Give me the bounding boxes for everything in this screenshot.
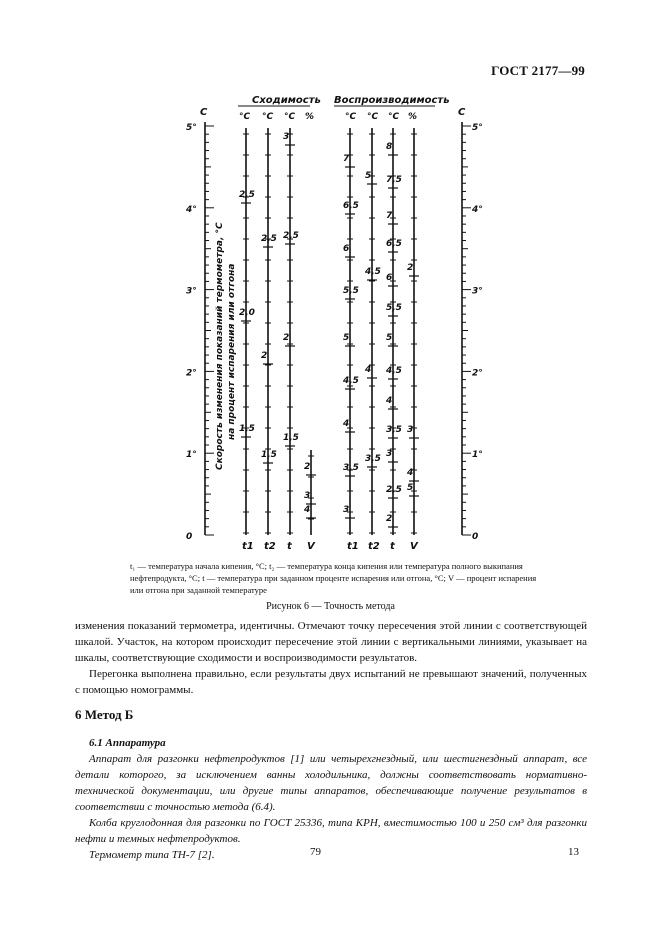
column-tick-label: 7 xyxy=(343,154,350,164)
section-body xyxy=(75,735,587,863)
column-tick-label: 3 xyxy=(304,491,311,501)
bottom-label: t2 xyxy=(368,541,380,552)
scale-tick-label: 1° xyxy=(472,450,483,461)
unit-label: °С xyxy=(284,112,296,122)
scale-tick-label: 0 xyxy=(186,532,193,542)
column-tick-label: 3 xyxy=(283,132,290,142)
left-axis-title-line2: на процент испарения или отгона xyxy=(227,263,237,440)
page-number-right: 13 xyxy=(568,846,579,858)
paragraph-text: Перегонка выполнена правильно, если результаты двух испытаний не превышают значений, полученных с помощью номограммы. xyxy=(75,668,587,696)
unit-label: % xyxy=(408,112,418,122)
column-tick-label: 4 xyxy=(407,468,414,478)
bottom-label: t1 xyxy=(242,541,254,552)
column-tick-label: 2,5 xyxy=(261,234,277,244)
column-tick-label: 5 xyxy=(365,171,372,181)
column-tick-label: 4 xyxy=(386,396,393,406)
column-tick-label: 5 xyxy=(407,483,414,493)
scale-tick-label: 2° xyxy=(186,368,197,379)
column-tick-label: 5 xyxy=(343,333,350,343)
scale-tick-label: 4° xyxy=(472,204,483,215)
standard-header: ГОСТ 2177—99 xyxy=(491,63,585,78)
bottom-label: V xyxy=(307,541,315,552)
section-heading: 6 Метод Б xyxy=(75,707,134,722)
column-tick-label: 2 xyxy=(283,333,290,343)
unit-label: °С xyxy=(367,112,379,122)
column-tick-label: 2,5 xyxy=(386,485,402,495)
unit-label: °С xyxy=(388,112,400,122)
unit-label: % xyxy=(305,112,315,122)
column-tick-label: 5,5 xyxy=(343,286,359,296)
column-tick-label: 1,5 xyxy=(283,433,299,443)
column-tick-label: 2 xyxy=(261,351,268,361)
scale-tick-label: 4° xyxy=(186,204,197,215)
scale-tick-label: 3° xyxy=(186,286,197,297)
column-tick-label: 2 xyxy=(304,462,311,472)
column-tick-label: 6,5 xyxy=(343,201,359,211)
column-tick-label: 6,5 xyxy=(386,239,402,249)
figure-caption: Рисунок 6 — Точность метода xyxy=(266,601,395,612)
column-tick-label: 5 xyxy=(386,333,393,343)
unit-label: °С xyxy=(262,112,274,122)
column-tick-label: 3,5 xyxy=(343,463,359,473)
bottom-label: t1 xyxy=(347,541,359,552)
column-tick-label: 8 xyxy=(386,142,393,152)
left-axis-title-line1: Скорость изменения показаний термометра, °С xyxy=(215,222,225,470)
column-tick-label: 4 xyxy=(343,419,350,429)
column-tick-label: 4,5 xyxy=(386,366,402,376)
column-tick-label: 3 xyxy=(386,449,393,459)
unit-label: °С xyxy=(239,112,251,122)
column-tick-label: 6 xyxy=(343,244,350,254)
unit-label: °С xyxy=(345,112,357,122)
right-scale-label: С xyxy=(458,107,466,118)
column-tick-label: 6 xyxy=(386,273,393,283)
paragraph-text: Аппарат для разгонки нефтепродуктов [1] или четырехгнездный, или шестигнездный аппарат, все детали которого, за исключением ванны холодильника, должны соответствовать нормативно-технической документации, или другие типы аппаратов, обеспечивающие получение результатов в соответствии с точностью метода (6.4). xyxy=(75,753,587,813)
bottom-label: t xyxy=(287,541,292,552)
column-tick-label: 4,5 xyxy=(343,376,359,386)
column-tick-label: 4 xyxy=(365,365,372,375)
scale-tick-label: 0 xyxy=(472,532,479,542)
figure-legend: t₁ — температура начала кипения, °С; t₂ — температура конца кипения или температура полного выкипания нефтепродукта, °С; t — температура при заданном проценте испарения или отгона, °С; V — процент испарения или отгона при заданной температуре xyxy=(130,561,537,595)
column-tick-label: 4 xyxy=(304,505,311,515)
column-tick-label: 3,5 xyxy=(365,454,381,464)
convergence-label: Сходимость xyxy=(252,95,321,106)
column-tick-label: 4,5 xyxy=(365,267,381,277)
bottom-label: V xyxy=(410,541,418,552)
column-tick-label: 2,5 xyxy=(239,190,255,200)
column-tick-label: 3 xyxy=(407,425,414,435)
scale-tick-label: 1° xyxy=(186,450,197,461)
paragraph-text: изменения показаний термометра, идентичны. Отмечают точку пересечения этой линии с соответствующей шкалой. Участок, на котором происходит пересечение этой линии с вертикальными линиями, указывает на шкалы, соответствующие сходимости и воспроизводимости результатов. xyxy=(75,620,587,664)
left-scale-label: С xyxy=(200,107,208,118)
bottom-label: t xyxy=(390,541,395,552)
scale-tick-label: 5° xyxy=(186,123,197,133)
scale-tick-label: 5° xyxy=(472,123,483,133)
bottom-label: t2 xyxy=(264,541,276,552)
column-tick-label: 7 xyxy=(386,211,393,221)
column-tick-label: 2 xyxy=(386,514,393,524)
scale-tick-label: 3° xyxy=(472,286,483,297)
column-tick-label: 2,5 xyxy=(283,231,299,241)
paragraph xyxy=(75,618,587,698)
reproducibility-label: Воспроизводимость xyxy=(334,95,450,106)
column-tick-label: 2 xyxy=(407,263,414,273)
column-tick-label: 3,5 xyxy=(386,425,402,435)
paragraph-text: Колба круглодонная для разгонки по ГОСТ 25336, типа КРН, вместимостью 100 и 250 см³ для разгонки нефти и темных нефтепродуктов. xyxy=(75,817,587,845)
paragraph-text: Термометр типа ТН-7 [2]. xyxy=(89,849,215,861)
column-tick-label: 5,5 xyxy=(386,303,402,313)
scale-tick-label: 2° xyxy=(472,368,483,379)
column-tick-label: 3 xyxy=(343,505,350,515)
column-tick-label: 2,0 xyxy=(239,308,255,318)
column-tick-label: 1,5 xyxy=(261,450,277,460)
subsection-heading: 6.1 Аппаратура xyxy=(89,737,166,749)
column-tick-label: 7,5 xyxy=(386,175,402,185)
page-number-center: 79 xyxy=(310,846,321,858)
column-tick-label: 1,5 xyxy=(239,424,255,434)
